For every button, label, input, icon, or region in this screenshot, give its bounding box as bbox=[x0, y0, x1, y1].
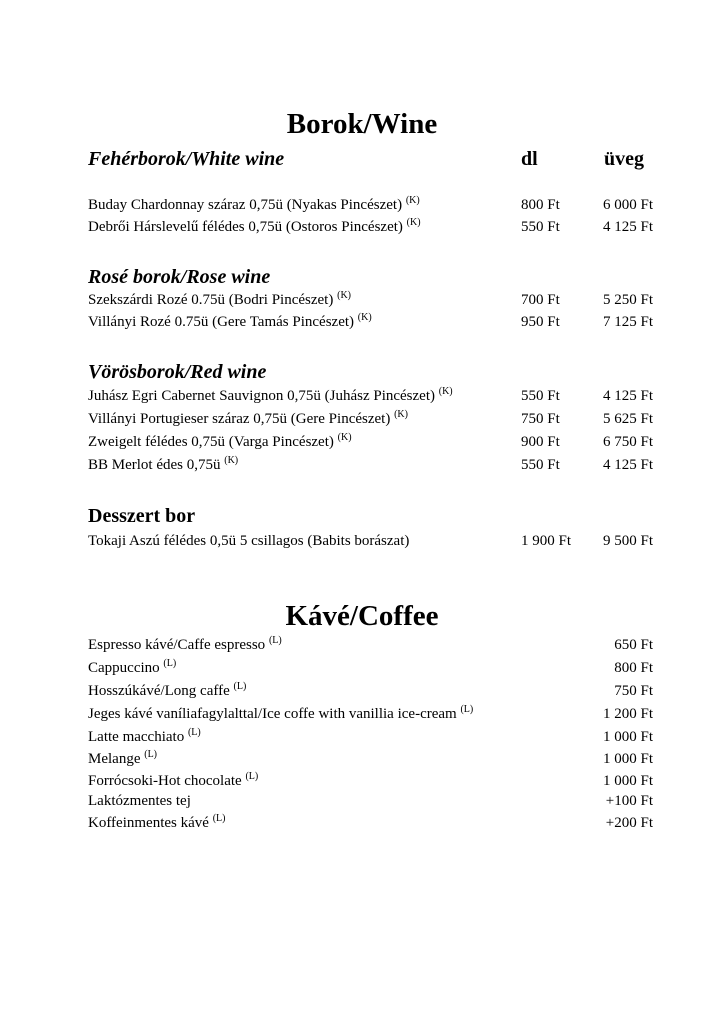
allergen-tag: (L) bbox=[233, 681, 247, 692]
coffee-price: 1 200 Ft bbox=[602, 706, 653, 722]
coffee-price: 650 Ft bbox=[614, 637, 653, 653]
coffee-price: +100 Ft bbox=[605, 793, 653, 809]
allergen-tag: (K) bbox=[224, 455, 239, 466]
coffee-row bbox=[0, 657, 724, 679]
allergen-tag: (K) bbox=[438, 386, 453, 397]
wine-price-dl: 750 Ft bbox=[521, 411, 560, 427]
coffee-name: Koffeinmentes kávé $^{(L)}$ bbox=[88, 813, 226, 831]
wine-name: BB Merlot édes 0,75ü $^{(K)}$ bbox=[88, 455, 239, 473]
wine-price-bottle: 4 125 Ft bbox=[602, 457, 653, 473]
coffee-name: Forrócsoki-Hot chocolate $^{(L)}$ bbox=[88, 771, 259, 789]
wine-row bbox=[0, 408, 724, 430]
wine-row bbox=[0, 194, 724, 216]
allergen-tag: (L) bbox=[187, 727, 201, 738]
coffee-row bbox=[0, 726, 724, 748]
coffee-row bbox=[0, 680, 724, 702]
red-wine-heading: Vörösborok/Red wine bbox=[88, 361, 267, 383]
wine-row bbox=[0, 289, 724, 311]
column-bottle-heading: üveg bbox=[604, 148, 644, 170]
coffee-price: 800 Ft bbox=[614, 660, 653, 676]
coffee-title: Kávé/Coffee bbox=[285, 600, 439, 632]
white-wine-heading: Fehérborok/White wine bbox=[88, 148, 285, 170]
wine-price-bottle: 6 000 Ft bbox=[602, 197, 653, 213]
wine-name: Villányi Rozé 0.75ü (Gere Tamás Pincészet) $^{(K)}$ bbox=[88, 312, 372, 330]
allergen-tag: (K) bbox=[357, 312, 372, 323]
wine-row bbox=[0, 311, 724, 333]
coffee-price: 1 000 Ft bbox=[602, 773, 653, 789]
allergen-tag: (K) bbox=[337, 432, 352, 443]
coffee-row bbox=[0, 812, 724, 834]
coffee-row bbox=[0, 634, 724, 656]
wine-price-dl: 550 Ft bbox=[521, 457, 560, 473]
coffee-name: Hosszúkávé/Long caffe $^{(L)}$ bbox=[88, 681, 247, 699]
wine-row bbox=[0, 454, 724, 476]
wine-price-dl: 1 900 Ft bbox=[521, 533, 572, 549]
coffee-name: Laktózmentes tej bbox=[88, 793, 191, 809]
wine-name: Zweigelt félédes 0,75ü (Varga Pincészet) $^{(K)}$ bbox=[88, 432, 352, 450]
dessert-wine-heading: Desszert bor bbox=[88, 505, 196, 527]
coffee-name: Cappuccino $^{(L)}$ bbox=[88, 658, 177, 676]
wine-name: Szekszárdi Rozé 0.75ü (Bodri Pincészet) $^{(K)}$ bbox=[88, 290, 351, 308]
wine-price-bottle: 4 125 Ft bbox=[602, 219, 653, 235]
wine-title: Borok/Wine bbox=[286, 108, 438, 140]
coffee-price: +200 Ft bbox=[605, 815, 653, 831]
allergen-tag: (L) bbox=[212, 813, 226, 824]
rose-wine-heading: Rosé borok/Rose wine bbox=[88, 266, 271, 288]
wine-row bbox=[0, 530, 724, 552]
coffee-price: 1 000 Ft bbox=[602, 729, 653, 745]
coffee-row bbox=[0, 748, 724, 770]
wine-price-bottle: 9 500 Ft bbox=[602, 533, 653, 549]
coffee-price: 1 000 Ft bbox=[602, 751, 653, 767]
wine-price-dl: 550 Ft bbox=[521, 219, 560, 235]
allergen-tag: (K) bbox=[394, 409, 408, 420]
wine-price-bottle: 6 750 Ft bbox=[602, 434, 653, 450]
wine-name: Debrői Hárslevelű félédes 0,75ü (Ostoros Pincészet) $^{(K)}$ bbox=[88, 217, 421, 235]
allergen-tag: (L) bbox=[268, 635, 282, 646]
wine-price-dl: 800 Ft bbox=[521, 197, 560, 213]
coffee-name: Melange $^{(L)}$ bbox=[88, 749, 158, 767]
wine-name: Tokaji Aszú félédes 0,5ü 5 csillagos (Babits borászat) bbox=[88, 533, 410, 549]
coffee-row bbox=[0, 770, 724, 792]
wine-row bbox=[0, 216, 724, 238]
wine-price-dl: 950 Ft bbox=[521, 314, 560, 330]
coffee-name: Espresso kávé/Caffe espresso $^{(L)}$ bbox=[88, 635, 282, 653]
allergen-tag: (L) bbox=[460, 704, 474, 715]
allergen-tag: (K) bbox=[337, 290, 351, 301]
wine-name: Villányi Portugieser száraz 0,75ü (Gere Pincészet) $^{(K)}$ bbox=[88, 409, 408, 427]
coffee-name: Latte macchiato $^{(L)}$ bbox=[88, 727, 201, 745]
coffee-price: 750 Ft bbox=[614, 683, 653, 699]
allergen-tag: (L) bbox=[245, 771, 259, 782]
wine-price-bottle: 4 125 Ft bbox=[602, 388, 653, 404]
allergen-tag: (L) bbox=[163, 658, 177, 669]
allergen-tag: (K) bbox=[405, 195, 420, 206]
wine-name: Buday Chardonnay száraz 0,75ü (Nyakas Pincészet) $^{(K)}$ bbox=[88, 195, 420, 213]
column-dl-heading: dl bbox=[521, 148, 538, 170]
allergen-tag: (K) bbox=[406, 217, 421, 228]
wine-price-dl: 550 Ft bbox=[521, 388, 560, 404]
wine-price-dl: 900 Ft bbox=[521, 434, 560, 450]
wine-name: Juhász Egri Cabernet Sauvignon 0,75ü (Juhász Pincészet) $^{(K)}$ bbox=[88, 386, 453, 404]
wine-price-bottle: 5 250 Ft bbox=[602, 292, 653, 308]
allergen-tag: (L) bbox=[144, 749, 158, 760]
wine-price-dl: 700 Ft bbox=[521, 292, 560, 308]
wine-row bbox=[0, 385, 724, 407]
wine-price-bottle: 5 625 Ft bbox=[602, 411, 653, 427]
coffee-name: Jeges kávé vaníliafagylalttal/Ice coffe with vanillia ice-cream $^{(L)}$ bbox=[88, 704, 474, 722]
wine-price-bottle: 7 125 Ft bbox=[602, 314, 653, 330]
coffee-row bbox=[0, 790, 724, 812]
wine-row bbox=[0, 431, 724, 453]
coffee-row bbox=[0, 703, 724, 725]
